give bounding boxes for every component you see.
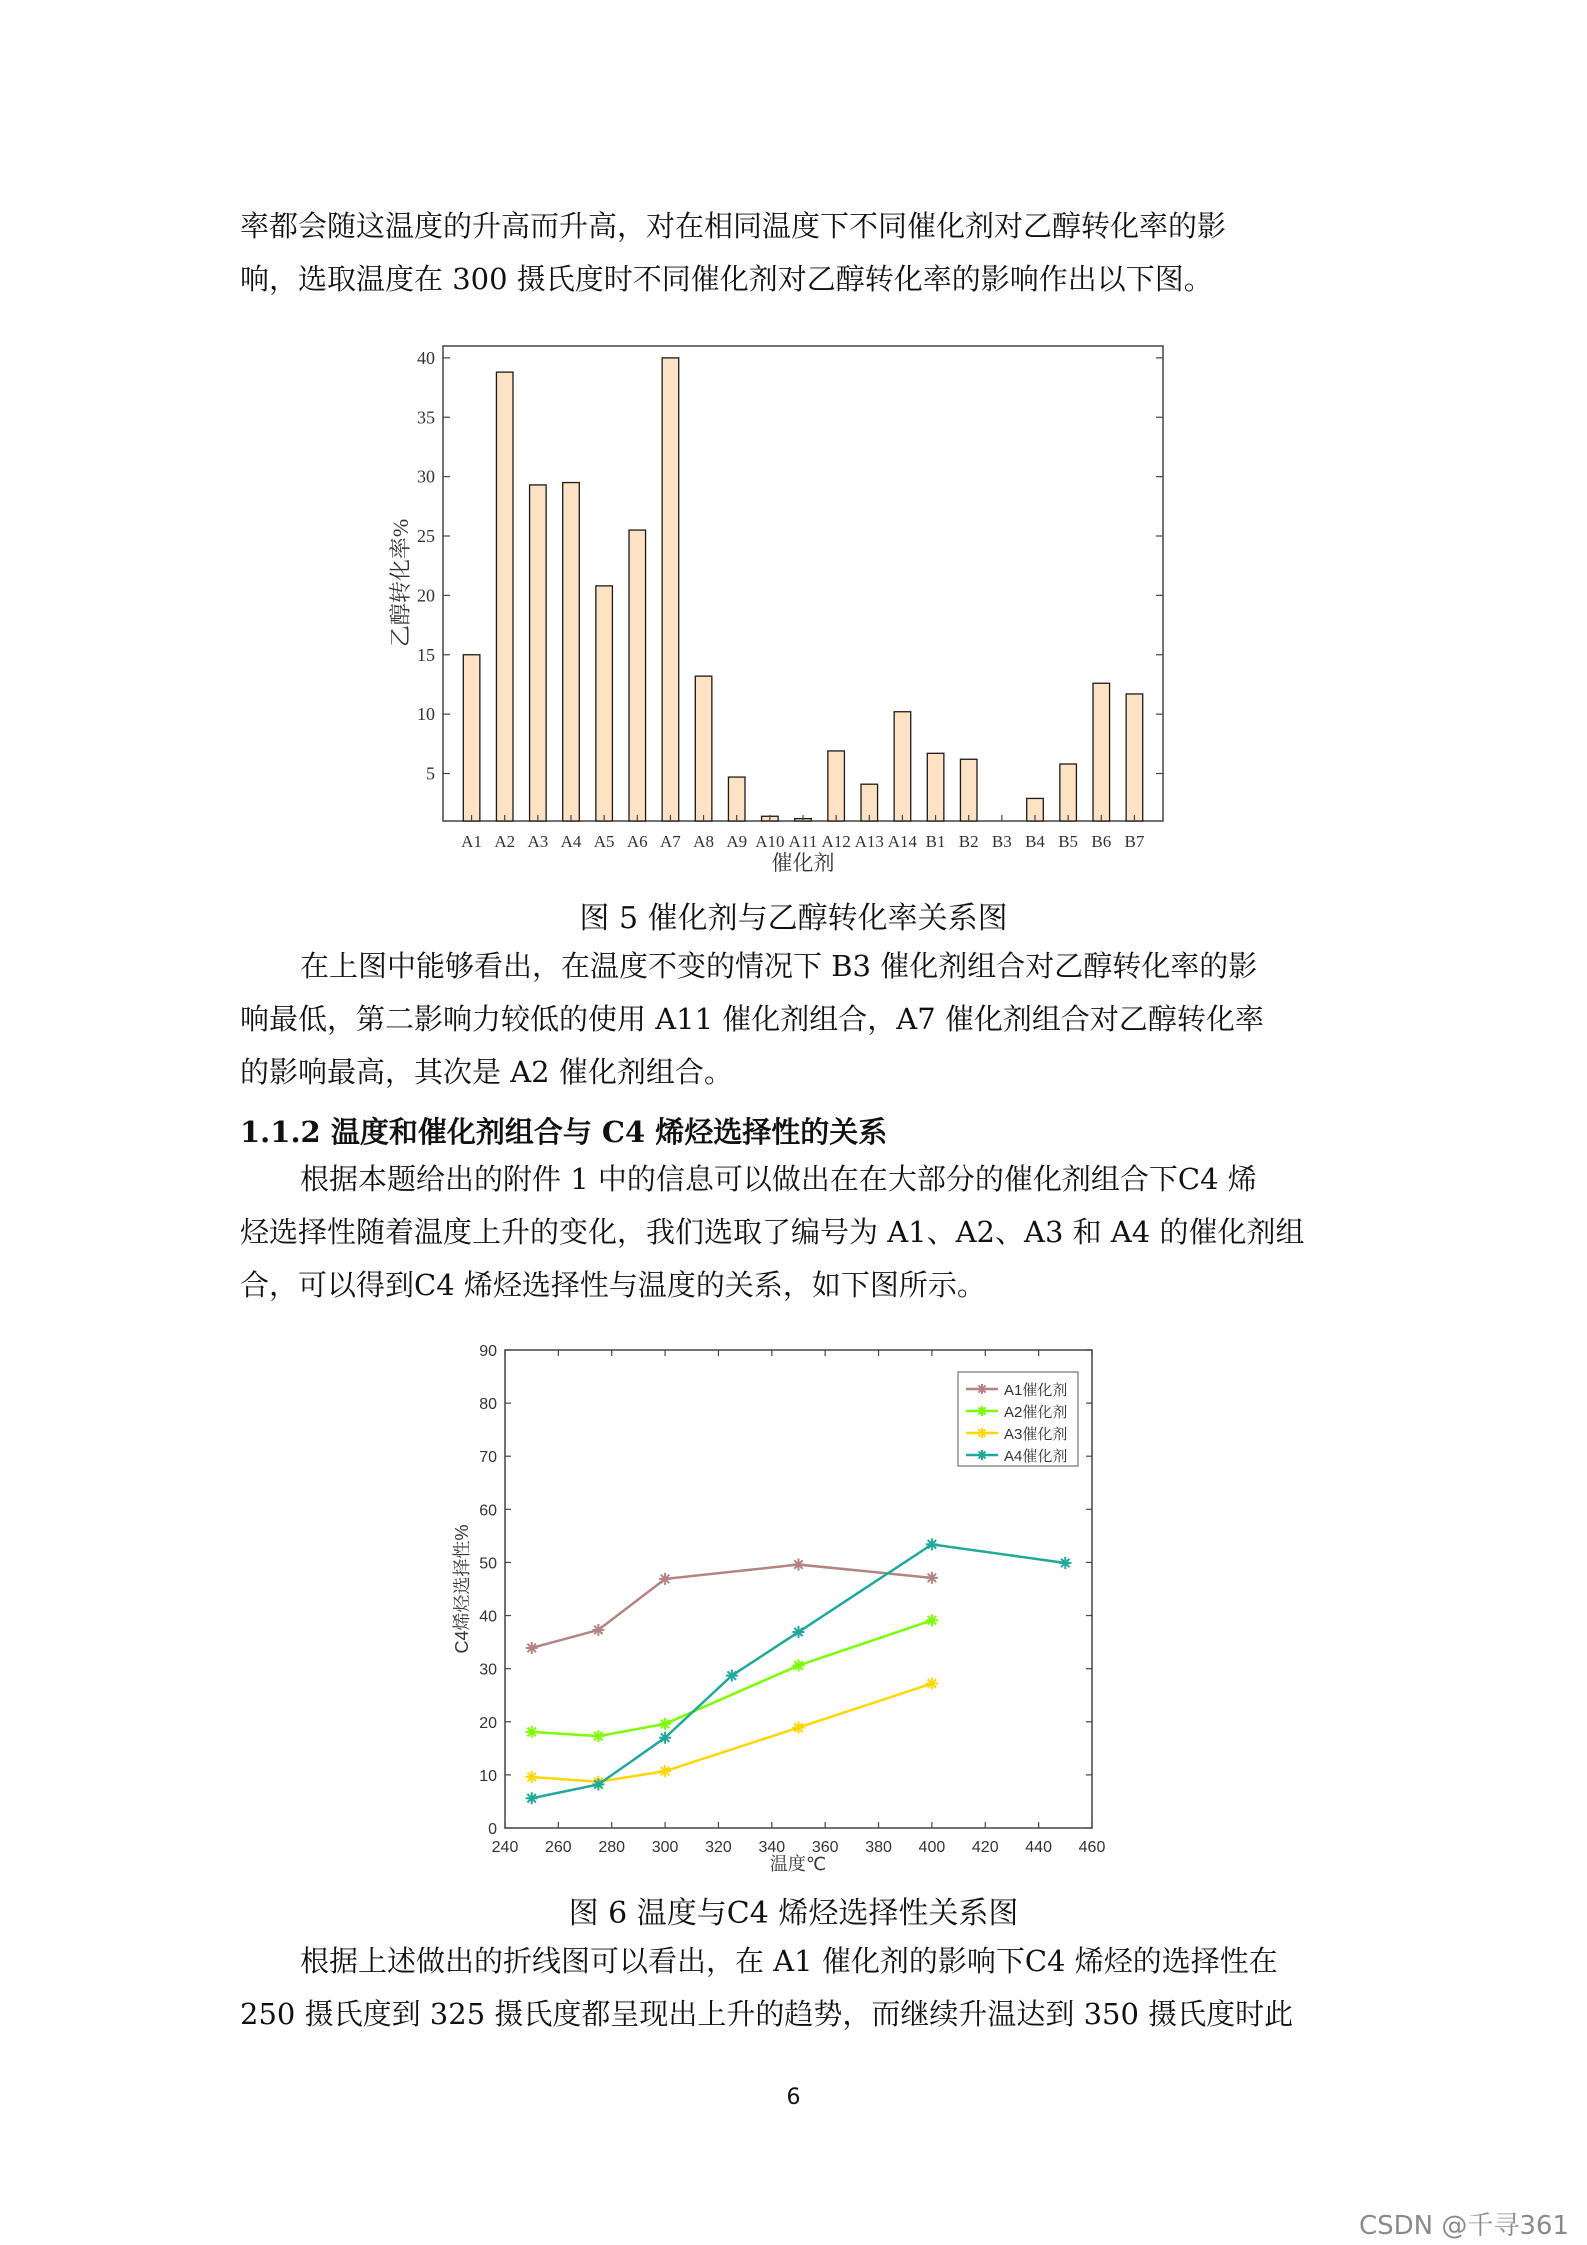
line-point xyxy=(526,1771,538,1783)
line-point xyxy=(526,1792,538,1804)
line-point xyxy=(793,1722,805,1734)
line-point xyxy=(1059,1557,1071,1569)
line-y-tick-label: 50 xyxy=(479,1555,497,1573)
section-heading: 1.1.2 温度和催化剂组合与 C4 烯烃选择性的关系 xyxy=(240,1115,888,1149)
bar xyxy=(629,530,646,821)
line-point xyxy=(659,1732,671,1744)
line-x-tick-label: 300 xyxy=(651,1839,679,1856)
line-x-tick-label: 260 xyxy=(545,1839,572,1856)
line-point xyxy=(526,1642,538,1654)
figure-6-caption: 图 6 温度与C4 烯烃选择性关系图 xyxy=(568,1896,1019,1931)
line-y-tick-label: 90 xyxy=(479,1343,497,1360)
paragraph-line: 烃选择性随着温度上升的变化，我们选取了编号为 A1、A2、A3 和 A4 的催化剂组 xyxy=(240,1215,1305,1249)
bar-category-label: A9 xyxy=(726,832,748,851)
paragraph-line: 响最低，第二影响力较低的使用 A11 催化剂组合，A7 催化剂组合对乙醇转化率 xyxy=(240,1002,1264,1036)
bar xyxy=(1126,694,1143,821)
bar-category-label: A4 xyxy=(560,832,582,851)
line-point xyxy=(926,1678,938,1690)
bar-category-label: A6 xyxy=(626,832,648,851)
line-point xyxy=(926,1614,938,1626)
bar-category-label: A11 xyxy=(788,832,818,851)
line-point xyxy=(793,1626,805,1638)
bar xyxy=(960,759,977,821)
line-x-tick-label: 400 xyxy=(918,1839,946,1856)
watermark: CSDN @千寻361 xyxy=(1358,2211,1569,2241)
bar xyxy=(894,712,911,821)
line-point xyxy=(592,1730,604,1742)
bar-category-label: B7 xyxy=(1124,832,1145,851)
line-x-tick-label: 460 xyxy=(1078,1839,1106,1856)
line-point xyxy=(926,1538,938,1550)
bar-chart-catalyst-conversion xyxy=(380,335,1200,885)
bar-category-label: A2 xyxy=(494,832,516,851)
line-point xyxy=(977,1406,987,1416)
line-x-tick-label: 240 xyxy=(491,1839,519,1856)
paragraph-line: 的影响最高，其次是 A2 催化剂组合。 xyxy=(240,1055,733,1089)
line-point xyxy=(977,1384,987,1394)
line-point xyxy=(977,1428,987,1438)
bar-y-tick-label: 20 xyxy=(417,585,435,606)
bar xyxy=(596,586,613,821)
bar-y-tick-label: 15 xyxy=(417,644,435,665)
bar-y-tick-label: 5 xyxy=(426,763,435,784)
line-point xyxy=(526,1726,538,1738)
bar-category-label: A3 xyxy=(527,832,549,851)
line-point xyxy=(926,1572,938,1584)
paragraph-line: 根据本题给出的附件 1 中的信息可以做出在在大部分的催化剂组合下C4 烯 xyxy=(300,1162,1257,1196)
line-y-tick-label: 30 xyxy=(479,1661,497,1679)
bar-y-tick-label: 10 xyxy=(417,704,435,725)
line-point xyxy=(659,1765,671,1777)
line-x-tick-label: 420 xyxy=(971,1839,999,1856)
bar-y-tick-label: 35 xyxy=(417,407,435,428)
line-y-tick-label: 40 xyxy=(479,1608,497,1626)
bar-chart-xlabel: 催化剂 xyxy=(771,851,835,875)
line-point xyxy=(793,1659,805,1671)
line-point xyxy=(977,1450,987,1460)
legend-label: A1催化剂 xyxy=(1004,1382,1068,1399)
bar-category-label: B5 xyxy=(1058,832,1079,851)
line-point xyxy=(592,1778,604,1790)
line-chart-c4-selectivity xyxy=(430,1330,1130,1890)
line-y-tick-label: 20 xyxy=(479,1714,497,1732)
line-x-tick-label: 380 xyxy=(865,1839,892,1856)
line-x-tick-label: 340 xyxy=(758,1839,786,1856)
bar-category-label: B3 xyxy=(991,832,1012,851)
bar-category-label: B1 xyxy=(925,832,946,851)
line-chart-xlabel: 温度℃ xyxy=(769,1854,827,1874)
paragraph-line: 响，选取温度在 300 摄氏度时不同催化剂对乙醇转化率的影响作出以下图。 xyxy=(240,262,1213,296)
bar-category-label: B2 xyxy=(958,832,979,851)
bar-category-label: A10 xyxy=(755,832,785,851)
paragraph-line: 250 摄氏度到 325 摄氏度都呈现出上升的趋势，而继续升温达到 350 摄氏度时此 xyxy=(240,1997,1294,2031)
line-point xyxy=(726,1670,738,1682)
bar-category-label: A1 xyxy=(461,832,482,851)
bar-chart-ylabel: 乙醇转化率% xyxy=(388,518,413,648)
bar-category-label: A13 xyxy=(854,832,884,851)
line-x-tick-label: 360 xyxy=(811,1839,839,1856)
bar-y-tick-label: 25 xyxy=(417,526,435,546)
bar xyxy=(828,751,845,821)
bar-category-label: A8 xyxy=(693,832,714,851)
line-y-tick-label: 60 xyxy=(479,1502,497,1520)
line-x-tick-label: 320 xyxy=(705,1839,732,1856)
line-x-tick-label: 440 xyxy=(1025,1839,1052,1856)
bar xyxy=(662,358,679,821)
line-point xyxy=(592,1624,604,1636)
paragraph-line: 合，可以得到C4 烯烃选择性与温度的关系，如下图所示。 xyxy=(240,1268,986,1302)
chart-legend xyxy=(958,1372,1078,1466)
bar xyxy=(563,483,580,821)
bar xyxy=(695,676,712,821)
bar-plot-area xyxy=(443,346,1163,821)
line-y-tick-label: 80 xyxy=(479,1396,497,1414)
bar xyxy=(927,753,944,821)
bar xyxy=(1060,764,1077,821)
bar xyxy=(728,777,745,821)
bar-category-label: A12 xyxy=(821,832,851,851)
figure-5-caption: 图 5 催化剂与乙醇转化率关系图 xyxy=(579,901,1008,936)
line-point xyxy=(659,1718,671,1730)
bar-y-tick-label: 30 xyxy=(417,466,435,487)
bar-category-label: B4 xyxy=(1025,832,1045,851)
line-chart-ylabel: C4烯烃选择性% xyxy=(452,1524,472,1654)
line-x-tick-label: 280 xyxy=(598,1839,626,1856)
bar-category-label: A5 xyxy=(593,832,615,851)
bar xyxy=(1093,683,1110,821)
bar xyxy=(463,655,480,821)
legend-label: A2催化剂 xyxy=(1004,1404,1068,1421)
bar xyxy=(530,485,547,821)
legend-label: A3催化剂 xyxy=(1004,1426,1068,1443)
line-y-tick-label: 0 xyxy=(488,1821,497,1838)
bar-category-label: A14 xyxy=(887,832,918,851)
paragraph-line: 根据上述做出的折线图可以看出，在 A1 催化剂的影响下C4 烯烃的选择性在 xyxy=(300,1944,1278,1978)
paragraph-line: 率都会随这温度的升高而升高，对在相同温度下不同催化剂对乙醇转化率的影 xyxy=(240,209,1227,243)
line-point xyxy=(793,1559,805,1571)
paragraph-line: 在上图中能够看出，在温度不变的情况下 B3 催化剂组合对乙醇转化率的影 xyxy=(300,949,1258,983)
page-number: 6 xyxy=(786,2085,801,2110)
line-point xyxy=(659,1573,671,1585)
bar-category-label: B6 xyxy=(1091,832,1112,851)
line-y-tick-label: 10 xyxy=(479,1767,497,1785)
bar-category-label: A7 xyxy=(660,832,681,851)
line-y-tick-label: 70 xyxy=(479,1449,497,1467)
legend-label: A4催化剂 xyxy=(1004,1448,1068,1465)
bar-y-tick-label: 40 xyxy=(417,347,435,368)
bar xyxy=(496,372,513,821)
